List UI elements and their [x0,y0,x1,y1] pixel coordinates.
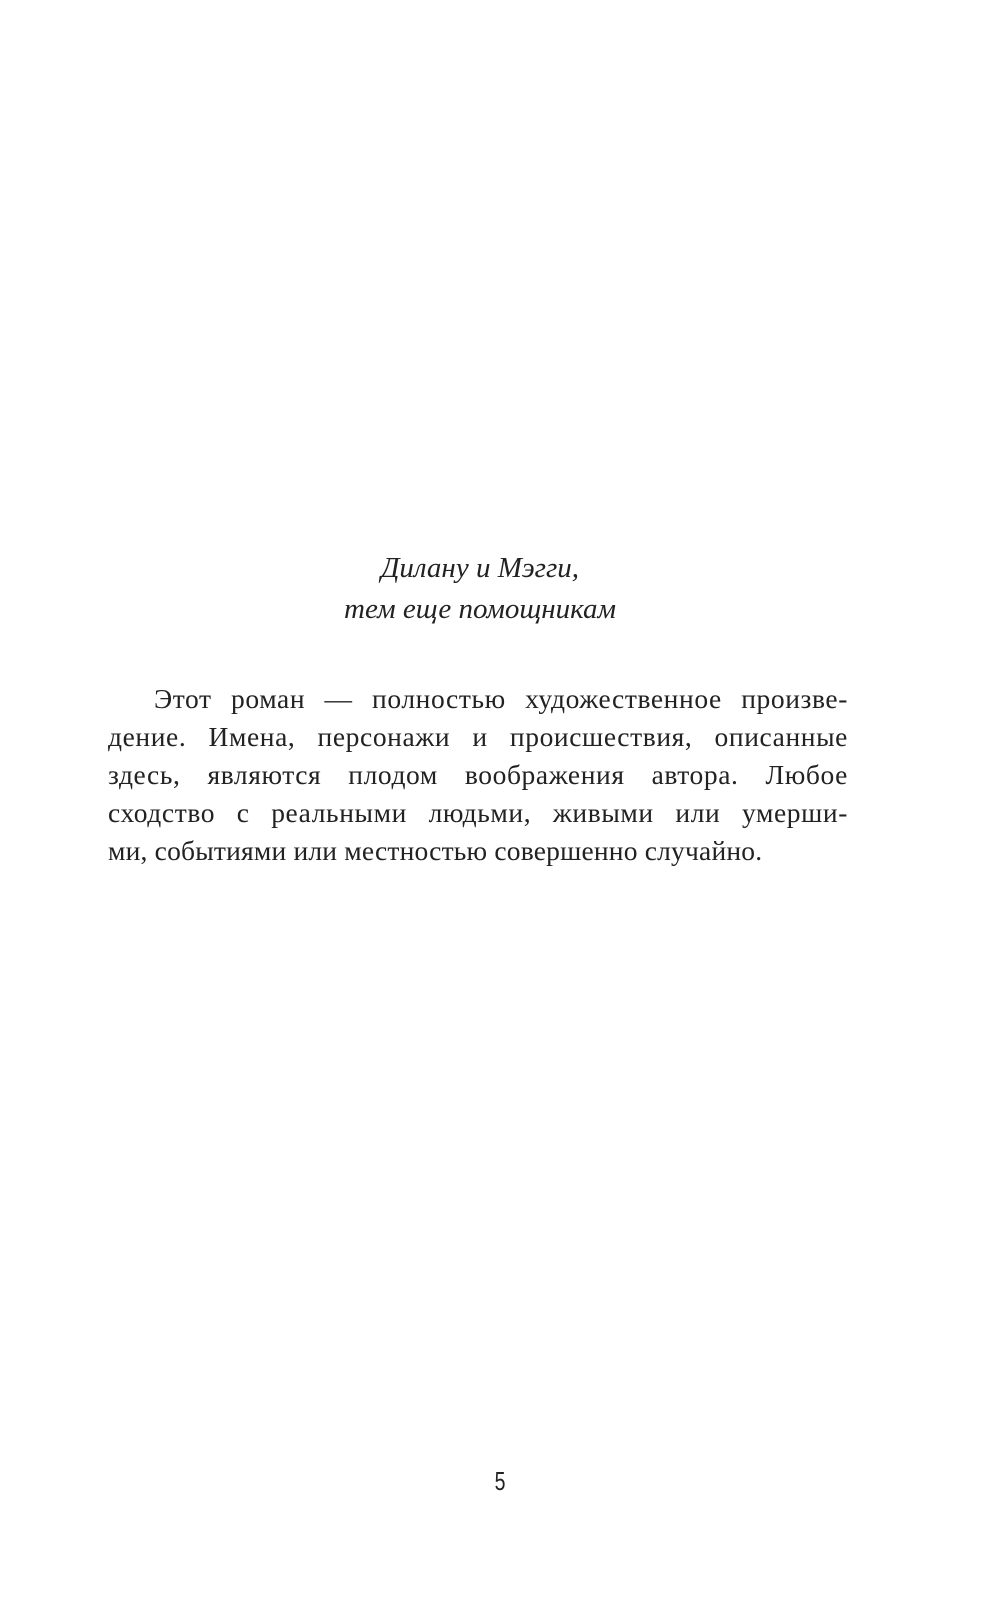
page-number: 5 [494,1466,506,1496]
disclaimer-line: сходство с реальными людьми, живыми или умерши- [108,797,848,828]
dedication-line: тем еще помощникам [344,593,616,625]
disclaimer-line: Этот роман — полностью художественное произве- [154,683,848,714]
disclaimer-line: дение. Имена, персонажи и происшествия, описанные [108,721,848,752]
dedication-line: Дилану и Мэгги, [380,552,580,584]
disclaimer-paragraph [108,680,848,870]
disclaimer-line: здесь, являются плодом воображения автора. Любое [108,759,848,790]
disclaimer-line: ми, событиями или местностью совершенно случайно. [108,835,763,866]
dedication [0,548,1000,630]
